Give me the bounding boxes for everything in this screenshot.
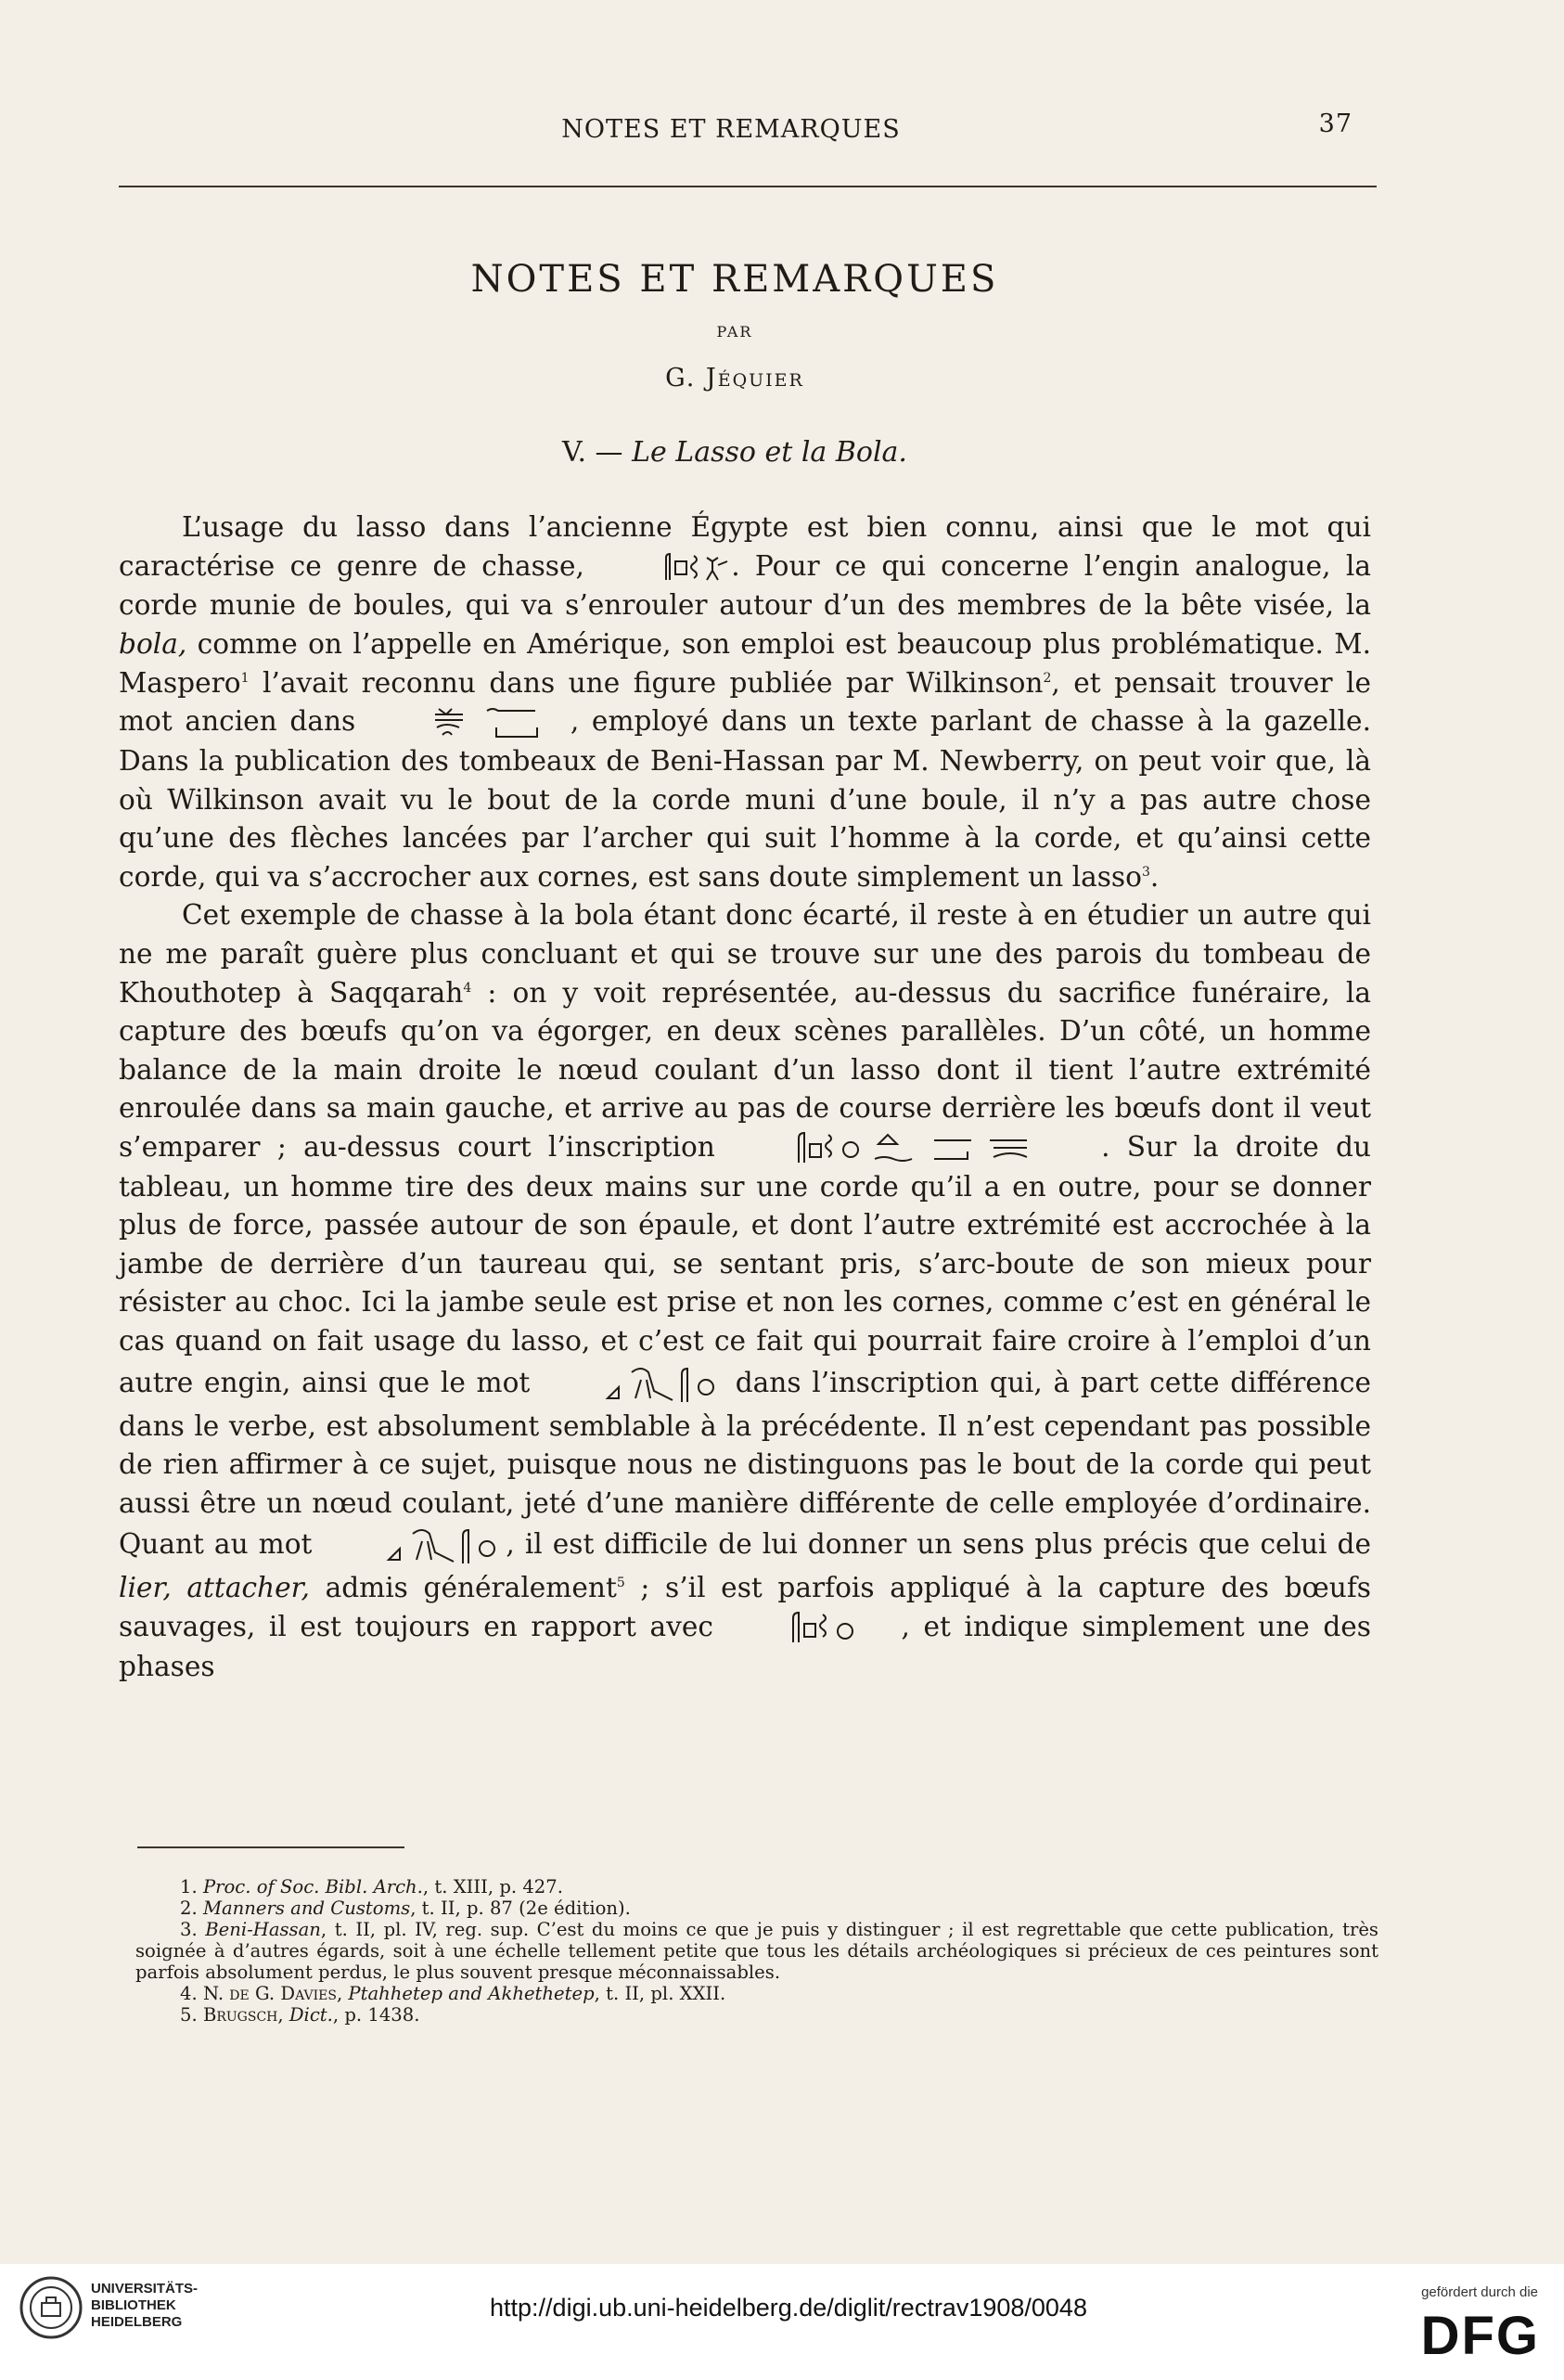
footnote-ref[interactable]: 2: [1043, 670, 1052, 686]
hieroglyph-word-icon: [368, 703, 570, 742]
university-seal-icon: [19, 2275, 83, 2340]
footnote-ref[interactable]: 5: [616, 1576, 625, 1591]
footer-bar: [0, 2264, 1564, 2380]
hieroglyph-inscription-icon: [732, 1129, 1101, 1168]
byline-par: PAR: [716, 323, 753, 341]
text-run: L’usage du lasso dans l’ancienne Égypte est bien connu, ainsi que le mot qui caractérise ce genre de chasse,: [119, 511, 1371, 582]
text-run: , et pensait trouver le mot ancien dans: [119, 666, 1372, 738]
paragraph-2: [119, 896, 1371, 1686]
term-lier-attacher: lier, attacher,: [119, 1572, 310, 1604]
dfg-logo: DFG: [1420, 2306, 1540, 2366]
hieroglyph-verb-icon: [541, 1361, 724, 1408]
text-run: ; s’il est parfois appliqué à la capture des bœufs sauvages, il est toujours en rapport avec: [119, 1572, 1371, 1643]
footnote-5: 5. Brugsch, Dict., p. 1438.: [180, 2004, 420, 2026]
hieroglyph-sekh-icon: [726, 1609, 901, 1648]
footnote-3: 3. Beni-Hassan, t. II, pl. IV, reg. sup. C’est du moins ce que je puis y distinguer ; il est regrettable que cette publication, très soignée à d’autres égards, soit à une échelle tellement petite que tous les détails archéologiques si précieux de ces peintures sont parfois absolument perdus, le plus souvent presque méconnaissables.: [135, 1919, 1378, 1983]
paragraph-1: [119, 508, 1371, 896]
text-run: .: [1149, 860, 1160, 893]
text-run: , et indique simplement une des phases: [119, 1611, 1371, 1682]
article-title: NOTES ET REMARQUES: [470, 258, 999, 301]
hieroglyph-verb-icon: [322, 1523, 506, 1569]
hieroglyph-sekh-icon: [599, 548, 731, 587]
text-run: l’avait reconnu dans une figure publiée par Wilkinson: [249, 666, 1044, 699]
body-text: [119, 508, 1371, 1686]
footnote-rule: [137, 1846, 404, 1848]
footnote-ref[interactable]: 4: [463, 980, 472, 996]
footnote-1: 1. Proc. of Soc. Bibl. Arch., t. XIII, p. 427.: [180, 1876, 563, 1898]
text-run: . Pour ce qui concerne l’engin analogue, la corde munie de boules, qui va s’enrouler autour d’un des membres de la bête visée, la: [119, 549, 1371, 622]
author-name: G. Jéquier: [665, 364, 804, 392]
footnote-ref[interactable]: 1: [240, 670, 250, 686]
footnote-4: 4. N. de G. Davies, Ptahhetep and Akhethetep, t. II, pl. XXII.: [180, 1983, 726, 2004]
term-bola: bola,: [119, 627, 187, 660]
text-run: admis généralement: [309, 1572, 617, 1604]
running-head-title: NOTES ET REMARQUES: [561, 115, 901, 144]
page-number: 37: [1318, 109, 1352, 138]
text-run: dans l’inscription qui, à part cette différence dans le verbe, est absolument semblable à la précédente. Il n’est cependant pas possible de rien affirmer à ce sujet, puisque nous ne distinguons pas le bout de la corde qui peut aussi être un nœud coulant, jeté d’une manière différente de celle employée d’ordinaire. Quant au mot: [119, 1366, 1372, 1561]
header-rule: [119, 186, 1377, 187]
text-run: , employé dans un texte parlant de chasse à la gazelle. Dans la publication des tombeaux de Beni-Hassan par M. Newberry, on peut voir que, là où Wilkinson avait vu le bout de la corde muni d’une boule, il n’y a pas autre chose qu’une des flèches lancées par l’archer qui suit l’homme à la corde, et qu’ainsi cette corde, qui va s’accrocher aux cornes, est sans doute simplement un lasso: [119, 705, 1371, 893]
library-name: UNIVERSITÄTS- BIBLIOTHEK HEIDELBERG: [91, 2281, 199, 2330]
section-number: V. —: [562, 436, 633, 469]
running-head: [119, 109, 1377, 147]
text-run: , il est difficile de lui donner un sens plus précis que celui de: [506, 1528, 1371, 1561]
footnotes: [135, 1876, 1378, 2026]
text-run: comme on l’appelle en Amérique, son emploi est beaucoup plus problématique. M. Maspero: [119, 627, 1371, 699]
section-heading: [119, 436, 1351, 469]
funding-label: gefördert durch die: [1421, 2284, 1538, 2300]
text-run: : on y voit représentée, au-dessus du sacrifice funéraire, la capture des bœufs qu’on va égorger, en deux scènes parallèles. D’un côté, un homme balance de la main droite le nœud coulant d’un lasso dont il tient l’autre extrémité enroulée dans sa main gauche, et arrive au pas de course derrière les bœufs dont il veut s’emparer ; au-dessus court l’inscription: [119, 976, 1371, 1163]
document-url[interactable]: http://digi.ub.uni-heidelberg.de/diglit/rectrav1908/0048: [490, 2294, 1087, 2322]
text-run: Cet exemple de chasse à la bola étant donc écarté, il reste à en étudier un autre qui ne me paraît guère plus concluant et qui se trouve sur une des parois du tombeau de Khouthotep à Saqqarah: [119, 899, 1371, 1009]
footnote-ref[interactable]: 3: [1141, 864, 1150, 880]
section-title: Le Lasso et la Bola.: [632, 436, 907, 469]
text-run: . Sur la droite du tableau, un homme tire des deux mains sur une corde qu’il a en outre, pour se donner plus de force, passée autour de son épaule, et dont l’autre extrémité est accrochée à la jambe de derrière d’un taureau qui, se sentant pris, s’arc-boute de son mieux pour résister au choc. Ici la jambe seule est prise et non les cornes, comme c’est en général le cas quand on fait usage du lasso, et c’est ce fait qui pourrait faire croire à l’emploi d’un autre engin, ainsi que le mot: [119, 1130, 1371, 1398]
footnote-2: 2. Manners and Customs, t. II, p. 87 (2e édition).: [180, 1898, 631, 1919]
